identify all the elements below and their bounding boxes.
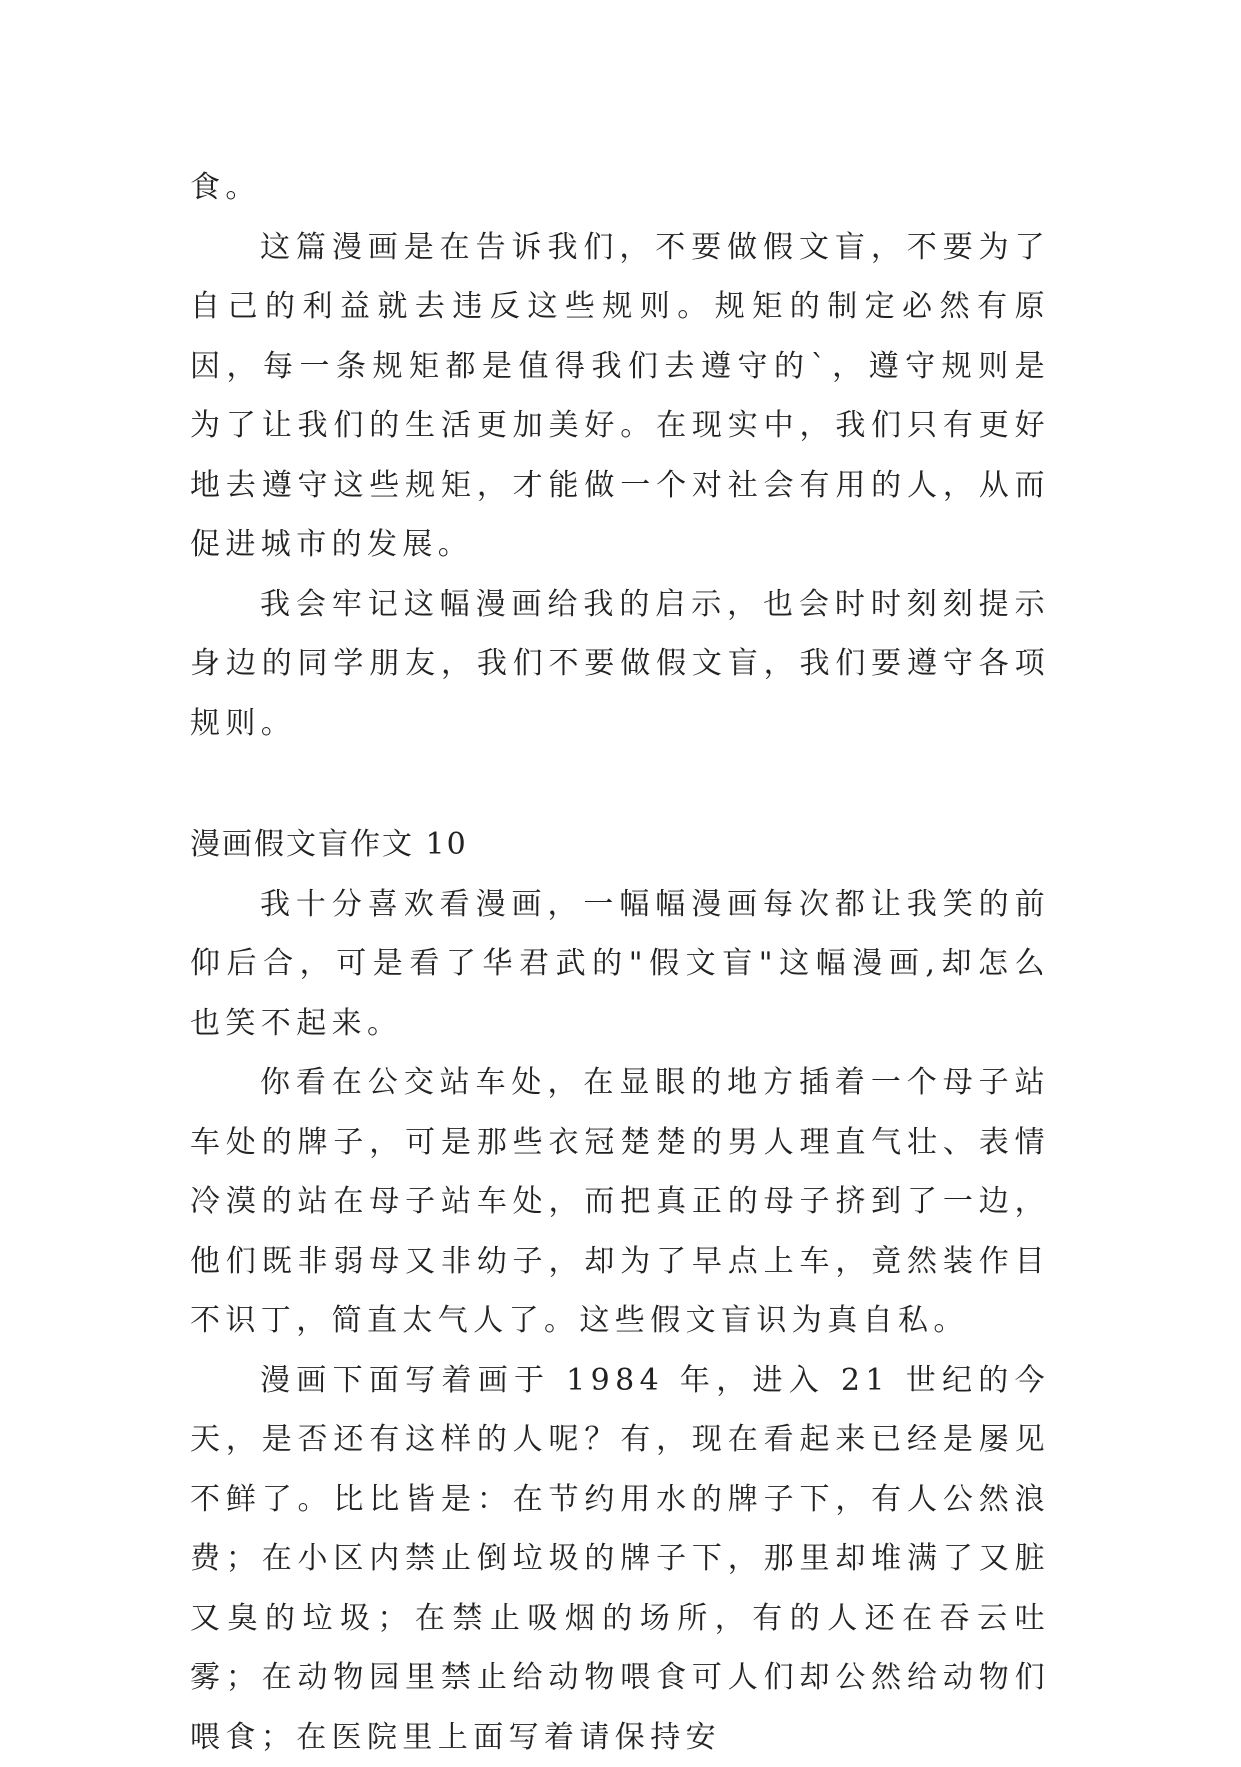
paragraph-intro: 我十分喜欢看漫画，一幅幅漫画每次都让我笑的前仰后合，可是看了华君武的"假文盲"这幅漫画,却怎么也笑不起来。 bbox=[190, 875, 1050, 1054]
paragraph-examples: 漫画下面写着画于 1984 年，进入 21 世纪的今天，是否还有这样的人呢？有，现在看起来已经是屡见不鲜了。比比皆是：在节约用水的牌子下，有人公然浪费；在小区内禁止倒垃圾的牌子下，那里却堆满了又脏又臭的垃圾；在禁止吸烟的场所，有的人还在吞云吐雾；在动物园里禁止给动物喂食可人们却公然给动物们喂食；在医院里上面写着请保持安 bbox=[190, 1351, 1050, 1767]
paragraph-lesson: 这篇漫画是在告诉我们，不要做假文盲，不要为了自己的利益就去违反这些规则。规矩的制定必然有原因，每一条规矩都是值得我们去遵守的`，遵守规则是为了让我们的生活更加美好。在现实中，我们只有更好地去遵守这些规矩，才能做一个对社会有用的人，从而促进城市的发展。 bbox=[190, 218, 1050, 575]
section-spacer bbox=[190, 753, 1050, 815]
paragraph-continuation: 食。 bbox=[190, 158, 1050, 218]
section-title: 漫画假文盲作文 10 bbox=[190, 815, 1050, 875]
paragraph-bus-stop: 你看在公交站车处，在显眼的地方插着一个母子站车处的牌子，可是那些衣冠楚楚的男人理直气壮、表情冷漠的站在母子站车处，而把真正的母子挤到了一边，他们既非弱母又非幼子，却为了早点上车，竟然装作目不识丁，简直太气人了。这些假文盲识为真自私。 bbox=[190, 1053, 1050, 1351]
paragraph-reflection: 我会牢记这幅漫画给我的启示，也会时时刻刻提示身边的同学朋友，我们不要做假文盲，我们要遵守各项规则。 bbox=[190, 575, 1050, 754]
document-page bbox=[190, 158, 1050, 1767]
